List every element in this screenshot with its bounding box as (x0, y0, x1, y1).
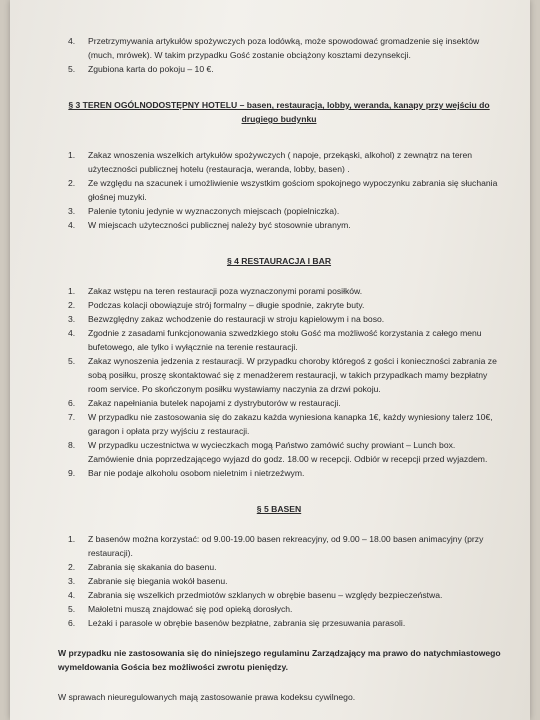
item-number: 2. (68, 178, 76, 188)
list-item (54, 298, 504, 312)
item-text: Zabrania się skakania do basenu. (88, 562, 217, 572)
item-text: Bezwzględny zakaz wchodzenie do restauracji w stroju kąpielowym i na boso. (88, 314, 385, 324)
item-text: Zgubiona karta do pokoju – 10 €. (88, 64, 214, 74)
list-item (54, 588, 504, 602)
item-text: Zakaz napełniania butelek napojami z dystrybutorów w restauracji. (88, 398, 341, 408)
intro-list (54, 34, 504, 76)
civil-code-note: W sprawach nieuregulowanych mają zastosowanie prawa kodeksu cywilnego. (58, 692, 356, 702)
list-item (54, 204, 504, 218)
list-item (54, 574, 504, 588)
item-number: 4. (68, 220, 76, 230)
item-text: Palenie tytoniu jedynie w wyznaczonych miejscach (popielniczka). (88, 206, 340, 216)
list-item (54, 410, 504, 438)
list-item (54, 312, 504, 326)
item-number: 5. (68, 64, 76, 74)
item-text: W miejscach użyteczności publicznej należy być stosownie ubranym. (88, 220, 351, 230)
item-text: Zabranie się biegania wokół basenu. (88, 576, 228, 586)
item-text: Przetrzymywania artykułów spożywczych poza lodówką, może spowodować gromadzenie się insektów (much, mrówek). W takim przypadku Gość zostanie obciążony kosztami dezynsekcji. (88, 36, 480, 60)
item-number: 5. (68, 604, 76, 614)
item-text: Zabrania się wszelkich przedmiotów szklanych w obrębie basenu – względy bezpieczeństwa. (88, 590, 443, 600)
item-number: 4. (68, 590, 76, 600)
section-3-title: § 3 TEREN OGÓLNODOSTĘPNY HOTELU – basen, restauracja, lobby, weranda, kanapy przy wejściu do drugiego budynku (68, 100, 490, 124)
item-text: Zgodnie z zasadami funkcjonowania szwedzkiego stołu Gość ma możliwość korzystania z całego menu bufetowego, ale tylko i wyłącznie na terenie restauracji. (88, 328, 482, 352)
list-item (54, 148, 504, 176)
item-text: W przypadku uczestnictwa w wycieczkach mogą Państwo zamówić suchy prowiant – Lunch box. Zamówienie dnia poprzedzającego wyjazd do godz. 18.00 w recepcji. Odbiór w recepcji przed wyjazdem. (88, 440, 488, 464)
item-text: Zakaz wnoszenia wszelkich artykułów spożywczych ( napoje, przekąski, alkohol) z zewnątrz na teren użyteczności publicznej hotelu (restauracja, weranda, lobby, basen) . (88, 150, 473, 174)
section-5-title: § 5 BASEN (256, 504, 302, 514)
item-number: 2. (68, 562, 76, 572)
item-number: 2. (68, 300, 76, 310)
item-text: Zakaz wynoszenia jedzenia z restauracji. W przypadku choroby któregoś z gości i konieczności zabrania ze sobą posiłku, proszę skontaktować się z menadżerem restauracji, w takich przypadkach mamy bezpłatny room service. Po skończonym posiłku wystawiamy naczynia za drzwi pokoju. (88, 356, 497, 394)
item-number: 5. (68, 356, 76, 366)
item-text: W przypadku nie zastosowania się do zakazu każda wyniesiona kanapka 1€, każdy wyniesiony talerz 10€, garagon i opłata przy wyjściu z restauracji. (88, 412, 493, 436)
section-5-list (54, 532, 504, 630)
termination-note: W przypadku nie zastosowania się do niniejszego regulaminu Zarządzający ma prawo do natychmiastowego wymeldowania Gościa bez możliwości zwrotu pieniędzy. (58, 648, 501, 672)
item-text: Bar nie podaje alkoholu osobom nieletnim i nietrzeźwym. (88, 468, 305, 478)
list-item (54, 354, 504, 396)
document-page (10, 0, 530, 720)
list-item (54, 438, 504, 466)
item-text: Podczas kolacji obowiązuje strój formalny – długie spodnie, zakryte buty. (88, 300, 365, 310)
section-3-list (54, 148, 504, 232)
item-number: 4. (68, 36, 76, 46)
list-item (54, 326, 504, 354)
list-item (54, 34, 504, 62)
list-item (54, 532, 504, 560)
list-item (54, 466, 504, 480)
list-item (54, 602, 504, 616)
regulations-content (54, 34, 504, 704)
list-item (54, 560, 504, 574)
list-item (54, 176, 504, 204)
item-number: 4. (68, 328, 76, 338)
list-item (54, 616, 504, 630)
item-number: 6. (68, 618, 76, 628)
list-item (54, 396, 504, 410)
section-4-title: § 4 RESTAURACJA I BAR (226, 256, 332, 266)
item-text: Ze względu na szacunek i umożliwienie wszystkim gościom spokojnego wypoczynku zabrania się słuchania głośnej muzyki. (88, 178, 498, 202)
section-4-list (54, 284, 504, 480)
item-number: 1. (68, 286, 76, 296)
list-item (54, 62, 504, 76)
item-number: 3. (68, 206, 76, 216)
item-number: 7. (68, 412, 76, 422)
item-number: 3. (68, 576, 76, 586)
item-number: 6. (68, 398, 76, 408)
item-text: Z basenów można korzystać: od 9.00-19.00 basen rekreacyjny, od 9.00 – 18.00 basen animacyjny (przy restauracji). (88, 534, 484, 558)
item-text: Zakaz wstępu na teren restauracji poza wyznaczonymi porami posiłków. (88, 286, 363, 296)
item-number: 1. (68, 534, 76, 544)
item-text: Leżaki i parasole w obrębie basenów bezpłatne, zabrania się przesuwania parasoli. (88, 618, 406, 628)
item-number: 8. (68, 440, 76, 450)
item-number: 3. (68, 314, 76, 324)
item-number: 9. (68, 468, 76, 478)
item-number: 1. (68, 150, 76, 160)
list-item (54, 218, 504, 232)
list-item (54, 284, 504, 298)
item-text: Małoletni muszą znajdować się pod opieką dorosłych. (88, 604, 293, 614)
